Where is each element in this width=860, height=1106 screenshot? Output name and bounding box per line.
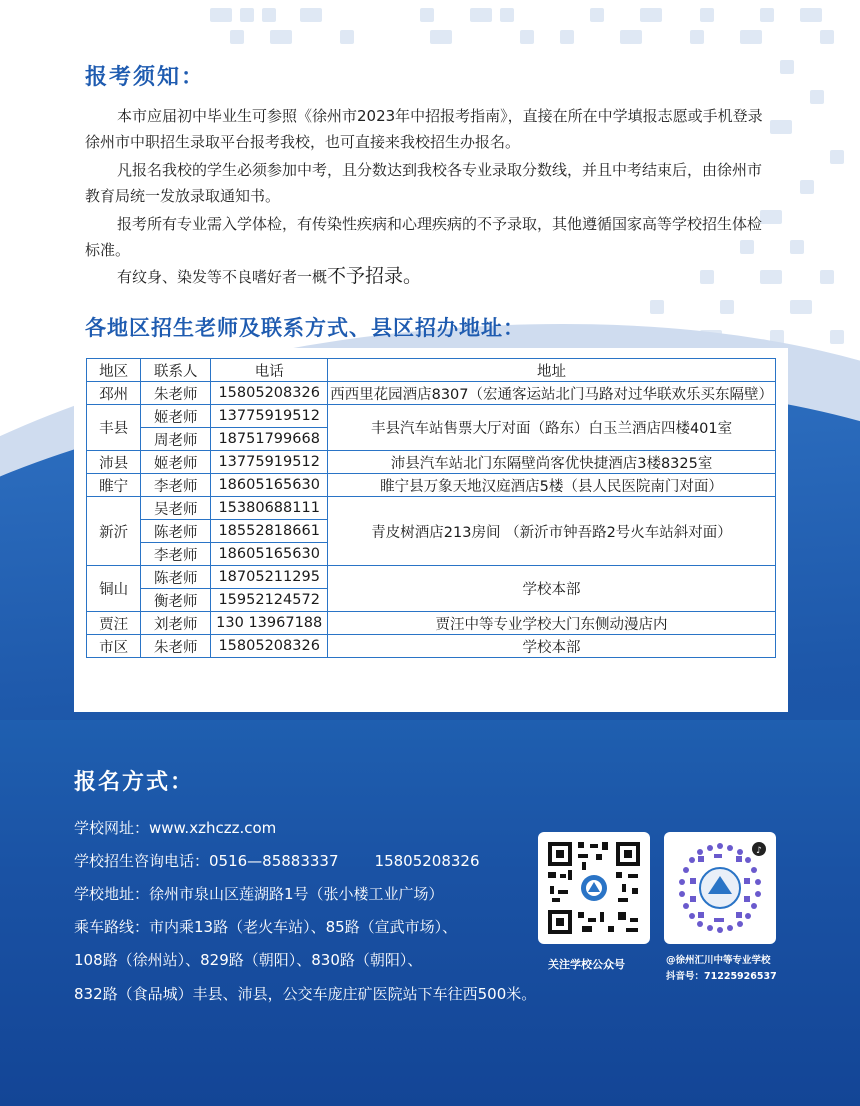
table-row xyxy=(87,497,776,520)
notice-paragraph-1 xyxy=(85,103,765,155)
phone-cell: 13775919512 xyxy=(211,451,328,474)
address-cell: 丰县汽车站售票大厅对面（路东）白玉兰酒店四楼401室 xyxy=(328,405,776,451)
notice-paragraph-2 xyxy=(85,157,765,209)
douyin-account-id: 抖音号：71225926537 xyxy=(666,971,777,982)
contact-name-cell: 周老师 xyxy=(141,428,211,451)
bus-route-line-2: 108路（徐州站）、829路（朝阳）、830路（朝阳）、 xyxy=(74,951,423,969)
phone-cell: 18751799668 xyxy=(211,428,328,451)
phone-cell: 18605165630 xyxy=(211,543,328,566)
table-row xyxy=(87,635,776,658)
registration-heading: 报名方式： xyxy=(74,770,195,795)
school-website: 学校网址：www.xzhczz.com xyxy=(74,819,277,837)
notice-paragraph-1-text: 本市应届初中毕业生可参照《徐州市2023年中招报考指南》，直接在所在中学填报志愿或手机登录徐州市中职招生录取平台报考我校，也可直接来我校招生办报名。 xyxy=(85,107,763,151)
address-cell: 学校本部 xyxy=(328,566,776,612)
wechat-qr-code xyxy=(538,832,650,944)
table-row xyxy=(87,382,776,405)
contact-name-cell: 陈老师 xyxy=(141,520,211,543)
notice-emphasis: 不予招录。 xyxy=(327,265,423,287)
contact-name-cell: 刘老师 xyxy=(141,612,211,635)
contacts-table xyxy=(86,358,776,658)
col-header-contact: 联系人 xyxy=(141,359,211,382)
notice-paragraph-3-text: 报考所有专业需入学体检，有传染性疾病和心理疾病的不予录取，其他遵循国家高等学校招生体检标准。 xyxy=(85,215,763,259)
notice-paragraph-4 xyxy=(85,263,765,290)
contact-name-cell: 姬老师 xyxy=(141,451,211,474)
address-cell: 贾汪中等专业学校大门东侧动漫店内 xyxy=(328,612,776,635)
col-header-address: 地址 xyxy=(328,359,776,382)
douyin-account-name: @徐州汇川中等专业学校 xyxy=(666,955,771,966)
hotline-landline: 学校招生咨询电话：0516—85883337 xyxy=(74,852,339,870)
region-cell: 沛县 xyxy=(87,451,141,474)
address-cell: 沛县汽车站北门东隔壁尚客优快捷酒店3楼8325室 xyxy=(328,451,776,474)
notice-paragraph-3 xyxy=(85,211,765,263)
phone-cell: 15380688111 xyxy=(211,497,328,520)
contact-name-cell: 姬老师 xyxy=(141,405,211,428)
contact-name-cell: 朱老师 xyxy=(141,382,211,405)
address-cell: 睢宁县万象天地汉庭酒店5楼（县人民医院南门对面） xyxy=(328,474,776,497)
address-cell: 青皮树酒店213房间 （新沂市钟吾路2号火车站斜对面） xyxy=(328,497,776,566)
region-cell: 睢宁 xyxy=(87,474,141,497)
bus-route-line-3: 832路（食品城）丰县、沛县，公交车庞庄矿医院站下车往西500米。 xyxy=(74,985,537,1003)
contact-name-cell: 朱老师 xyxy=(141,635,211,658)
phone-cell: 13775919512 xyxy=(211,405,328,428)
region-cell: 丰县 xyxy=(87,405,141,451)
table-row xyxy=(87,566,776,589)
region-cell: 贾汪 xyxy=(87,612,141,635)
table-row xyxy=(87,451,776,474)
douyin-qr-code xyxy=(664,832,776,944)
contact-name-cell: 陈老师 xyxy=(141,566,211,589)
svg-text:♪: ♪ xyxy=(756,846,762,856)
contacts-table-card xyxy=(74,348,788,712)
address-cell: 学校本部 xyxy=(328,635,776,658)
phone-cell: 15805208326 xyxy=(211,382,328,405)
phone-cell: 18705211295 xyxy=(211,566,328,589)
phone-cell: 130 13967188 xyxy=(211,612,328,635)
col-header-region: 地区 xyxy=(87,359,141,382)
phone-cell: 15952124572 xyxy=(211,589,328,612)
notice-heading: 报考须知： xyxy=(85,65,206,90)
col-header-phone: 电话 xyxy=(211,359,328,382)
region-cell: 邳州 xyxy=(87,382,141,405)
phone-cell: 18605165630 xyxy=(211,474,328,497)
contact-name-cell: 衡老师 xyxy=(141,589,211,612)
notice-paragraph-4-text: 有纹身、染发等不良嗜好者一概 xyxy=(117,268,328,286)
contact-name-cell: 吴老师 xyxy=(141,497,211,520)
qr-code-icon xyxy=(538,832,650,944)
school-address: 学校地址：徐州市泉山区莲湖路1号（张小楼工业广场） xyxy=(74,885,444,903)
region-cell: 铜山 xyxy=(87,566,141,612)
bus-route-line-1: 乘车路线：市内乘13路（老火车站）、85路（宣武市场）、 xyxy=(74,918,458,936)
school-hotline xyxy=(74,850,480,871)
contact-name-cell: 李老师 xyxy=(141,543,211,566)
table-row xyxy=(87,474,776,497)
table-row xyxy=(87,612,776,635)
region-cell: 市区 xyxy=(87,635,141,658)
douyin-code-icon xyxy=(664,832,776,944)
notice-paragraph-2-text: 凡报名我校的学生必须参加中考，且分数达到我校各专业录取分数线，并且中考结束后，由徐州市教育局统一发放录取通知书。 xyxy=(85,161,763,205)
contacts-table-body xyxy=(87,382,776,658)
phone-cell: 15805208326 xyxy=(211,635,328,658)
table-row xyxy=(87,405,776,428)
hotline-mobile: 15805208326 xyxy=(374,852,480,870)
contact-name-cell: 李老师 xyxy=(141,474,211,497)
region-cell: 新沂 xyxy=(87,497,141,566)
contacts-heading: 各地区招生老师及联系方式、县区招办地址： xyxy=(85,316,525,340)
phone-cell: 18552818661 xyxy=(211,520,328,543)
table-header-row xyxy=(87,359,776,382)
wechat-qr-label: 关注学校公众号 xyxy=(548,958,625,971)
address-cell: 西西里花园酒店8307（宏通客运站北门马路对过华联欢乐买东隔壁） xyxy=(328,382,776,405)
